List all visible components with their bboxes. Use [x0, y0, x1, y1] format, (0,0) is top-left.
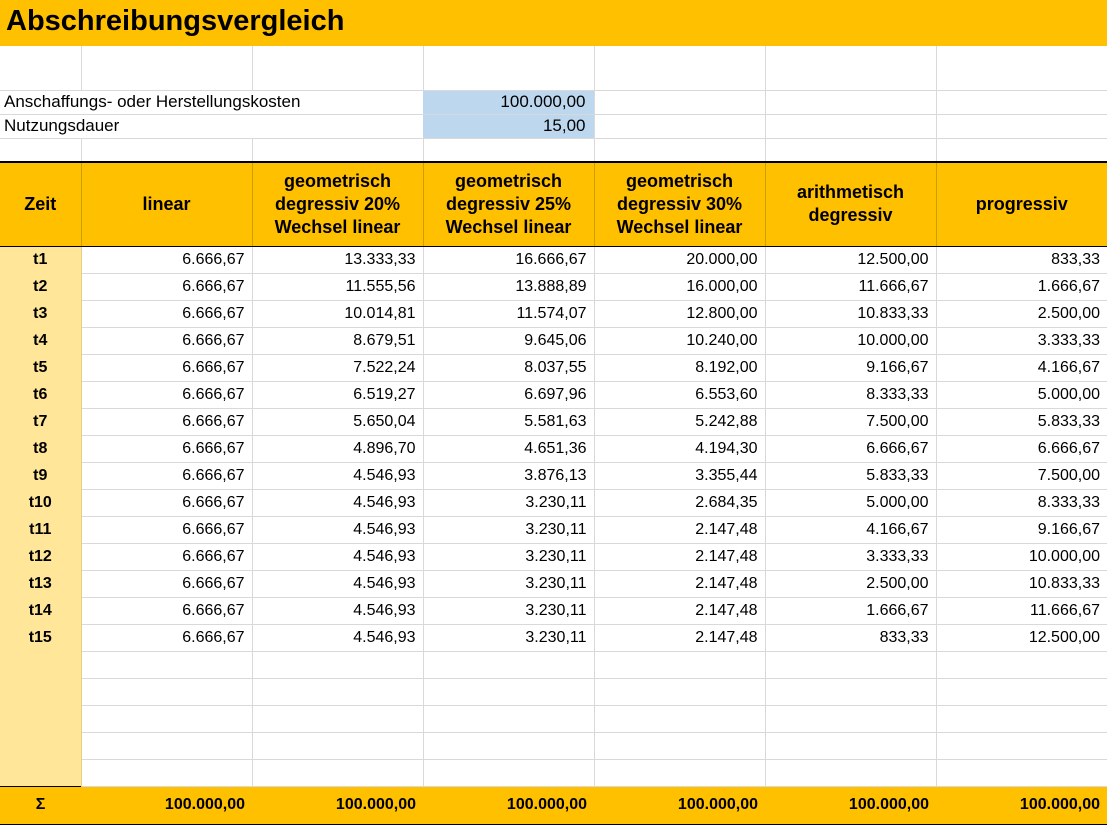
header-line: degressiv: [808, 205, 893, 226]
sum-symbol[interactable]: Σ: [0, 786, 81, 824]
header-geometrisch-30[interactable]: [594, 162, 765, 246]
value-cell-g20[interactable]: 4.896,70: [252, 435, 423, 462]
table-row: [0, 381, 1107, 408]
value-cell-g25[interactable]: 3.230,11: [423, 489, 594, 516]
header-line: Wechsel linear: [616, 216, 743, 237]
empty-cell[interactable]: [81, 651, 252, 678]
value-cell-g25[interactable]: 11.574,07: [423, 300, 594, 327]
value-cell-prog[interactable]: 5.833,33: [936, 408, 1107, 435]
cell[interactable]: [423, 46, 594, 90]
value-cell-g30[interactable]: 2.147,48: [594, 624, 765, 651]
value-cell-prog[interactable]: 5.000,00: [936, 381, 1107, 408]
empty-cell[interactable]: [936, 732, 1107, 759]
value-cell-g20[interactable]: 7.522,24: [252, 354, 423, 381]
period-cell[interactable]: t9: [0, 462, 81, 489]
empty-cell[interactable]: [594, 759, 765, 786]
value-cell-g25[interactable]: 9.645,06: [423, 327, 594, 354]
header-linear[interactable]: linear: [81, 162, 252, 246]
cell[interactable]: [594, 114, 765, 138]
value-cell-g30[interactable]: 16.000,00: [594, 273, 765, 300]
period-cell[interactable]: [0, 651, 81, 678]
value-cell-g25[interactable]: 13.888,89: [423, 273, 594, 300]
cell[interactable]: [0, 138, 81, 161]
value-cell-arith[interactable]: 5.000,00: [765, 489, 936, 516]
value-cell-g20[interactable]: 4.546,93: [252, 462, 423, 489]
period-cell[interactable]: t4: [0, 327, 81, 354]
sum-cell-linear[interactable]: 100.000,00: [81, 786, 252, 824]
value-cell-linear[interactable]: 6.666,67: [81, 543, 252, 570]
value-cell-linear[interactable]: 6.666,67: [81, 435, 252, 462]
depreciation-table: [0, 161, 1107, 825]
title-bar: [0, 0, 1107, 46]
empty-row: [0, 678, 1107, 705]
value-cell-prog[interactable]: 8.333,33: [936, 489, 1107, 516]
table-row: [0, 435, 1107, 462]
empty-cell[interactable]: [936, 759, 1107, 786]
parameter-table: [0, 46, 1107, 162]
period-cell[interactable]: [0, 678, 81, 705]
period-cell[interactable]: t2: [0, 273, 81, 300]
header-arithmetisch[interactable]: [765, 162, 936, 246]
header-line: degressiv 30%: [616, 193, 743, 214]
period-cell[interactable]: t8: [0, 435, 81, 462]
empty-row: [0, 759, 1107, 786]
header-geometrisch-20[interactable]: [252, 162, 423, 246]
value-cell-g25[interactable]: 3.230,11: [423, 516, 594, 543]
value-cell-g25[interactable]: 3.876,13: [423, 462, 594, 489]
empty-cell[interactable]: [936, 678, 1107, 705]
sum-cell-g30[interactable]: 100.000,00: [594, 786, 765, 824]
value-cell-arith[interactable]: 5.833,33: [765, 462, 936, 489]
period-cell[interactable]: t6: [0, 381, 81, 408]
value-cell-arith[interactable]: 12.500,00: [765, 246, 936, 273]
value-cell-g20[interactable]: 10.014,81: [252, 300, 423, 327]
header-line: Wechsel linear: [445, 216, 572, 237]
value-cell-prog[interactable]: 833,33: [936, 246, 1107, 273]
empty-cell[interactable]: [252, 651, 423, 678]
value-cell-linear[interactable]: 6.666,67: [81, 354, 252, 381]
period-cell[interactable]: t10: [0, 489, 81, 516]
period-cell[interactable]: t11: [0, 516, 81, 543]
value-cell-g25[interactable]: 3.230,11: [423, 543, 594, 570]
value-cell-arith[interactable]: 833,33: [765, 624, 936, 651]
value-cell-arith[interactable]: 4.166,67: [765, 516, 936, 543]
value-cell-g20[interactable]: 4.546,93: [252, 570, 423, 597]
empty-cell[interactable]: [936, 705, 1107, 732]
table-row: [0, 354, 1107, 381]
value-cell-g20[interactable]: 4.546,93: [252, 489, 423, 516]
value-cell-linear[interactable]: 6.666,67: [81, 300, 252, 327]
value-cell-linear[interactable]: 6.666,67: [81, 597, 252, 624]
empty-cell[interactable]: [765, 705, 936, 732]
value-cell-g25[interactable]: 4.651,36: [423, 435, 594, 462]
header-line: degressiv 25%: [445, 193, 572, 214]
value-cell-g25[interactable]: 16.666,67: [423, 246, 594, 273]
empty-cell[interactable]: [594, 705, 765, 732]
cell[interactable]: [936, 138, 1107, 161]
cell[interactable]: [936, 90, 1107, 114]
header-line: geometrisch: [625, 170, 734, 191]
value-cell-g20[interactable]: 11.555,56: [252, 273, 423, 300]
cell[interactable]: [936, 46, 1107, 90]
cell[interactable]: [252, 46, 423, 90]
table-row: [0, 489, 1107, 516]
empty-row: [0, 46, 1107, 90]
value-cell-g20[interactable]: 6.519,27: [252, 381, 423, 408]
value-cell-prog[interactable]: 6.666,67: [936, 435, 1107, 462]
header-geometrisch-25[interactable]: [423, 162, 594, 246]
period-cell[interactable]: t14: [0, 597, 81, 624]
period-cell[interactable]: t12: [0, 543, 81, 570]
value-cell-g30[interactable]: 2.147,48: [594, 516, 765, 543]
sum-row: [0, 786, 1107, 824]
empty-cell[interactable]: [81, 678, 252, 705]
value-cell-linear[interactable]: 6.666,67: [81, 462, 252, 489]
value-cell-arith[interactable]: 10.833,33: [765, 300, 936, 327]
cell[interactable]: [765, 46, 936, 90]
table-row: [0, 273, 1107, 300]
table-row: [0, 246, 1107, 273]
value-cell-g20[interactable]: 5.650,04: [252, 408, 423, 435]
param-value-duration[interactable]: 15,00: [423, 114, 594, 138]
header-zeit[interactable]: Zeit: [0, 162, 81, 246]
value-cell-arith[interactable]: 7.500,00: [765, 408, 936, 435]
cell[interactable]: [0, 46, 81, 90]
param-row-duration: [0, 114, 1107, 138]
period-cell[interactable]: [0, 759, 81, 786]
cell[interactable]: [765, 138, 936, 161]
value-cell-arith[interactable]: 6.666,67: [765, 435, 936, 462]
empty-cell[interactable]: [594, 678, 765, 705]
sum-cell-g20[interactable]: 100.000,00: [252, 786, 423, 824]
value-cell-prog[interactable]: 7.500,00: [936, 462, 1107, 489]
sum-cell-g25[interactable]: 100.000,00: [423, 786, 594, 824]
empty-cell[interactable]: [252, 678, 423, 705]
empty-cell[interactable]: [252, 705, 423, 732]
empty-cell[interactable]: [423, 759, 594, 786]
value-cell-arith[interactable]: 11.666,67: [765, 273, 936, 300]
table-row: [0, 570, 1107, 597]
value-cell-linear[interactable]: 6.666,67: [81, 381, 252, 408]
header-line: geometrisch: [283, 170, 392, 191]
empty-cell[interactable]: [252, 732, 423, 759]
value-cell-arith[interactable]: 9.166,67: [765, 354, 936, 381]
cell[interactable]: [423, 138, 594, 161]
cell[interactable]: [252, 138, 423, 161]
table-row: [0, 327, 1107, 354]
value-cell-prog[interactable]: 12.500,00: [936, 624, 1107, 651]
cell[interactable]: [81, 138, 252, 161]
table-row: [0, 408, 1107, 435]
cell[interactable]: [765, 90, 936, 114]
table-row: [0, 543, 1107, 570]
empty-cell[interactable]: [765, 732, 936, 759]
value-cell-g30[interactable]: 8.192,00: [594, 354, 765, 381]
value-cell-g30[interactable]: 3.355,44: [594, 462, 765, 489]
period-cell[interactable]: t13: [0, 570, 81, 597]
header-line: Wechsel linear: [274, 216, 401, 237]
empty-cell[interactable]: [765, 678, 936, 705]
param-row-cost: [0, 90, 1107, 114]
value-cell-arith[interactable]: 2.500,00: [765, 570, 936, 597]
value-cell-prog[interactable]: 3.333,33: [936, 327, 1107, 354]
param-value-cost[interactable]: 100.000,00: [423, 90, 594, 114]
period-cell[interactable]: [0, 705, 81, 732]
value-cell-linear[interactable]: 6.666,67: [81, 624, 252, 651]
empty-cell[interactable]: [423, 651, 594, 678]
cell[interactable]: [765, 114, 936, 138]
value-cell-g25[interactable]: 3.230,11: [423, 570, 594, 597]
value-cell-prog[interactable]: 2.500,00: [936, 300, 1107, 327]
table-row: [0, 516, 1107, 543]
value-cell-prog[interactable]: 1.666,67: [936, 273, 1107, 300]
value-cell-prog[interactable]: 11.666,67: [936, 597, 1107, 624]
value-cell-g30[interactable]: 12.800,00: [594, 300, 765, 327]
value-cell-arith[interactable]: 10.000,00: [765, 327, 936, 354]
value-cell-prog[interactable]: 10.000,00: [936, 543, 1107, 570]
table-row: [0, 300, 1107, 327]
cell[interactable]: [81, 46, 252, 90]
empty-cell[interactable]: [765, 651, 936, 678]
value-cell-linear[interactable]: 6.666,67: [81, 408, 252, 435]
value-cell-arith[interactable]: 1.666,67: [765, 597, 936, 624]
empty-row: [0, 138, 1107, 161]
empty-row: [0, 732, 1107, 759]
sum-cell-arith[interactable]: 100.000,00: [765, 786, 936, 824]
empty-cell[interactable]: [936, 651, 1107, 678]
empty-cell[interactable]: [423, 705, 594, 732]
value-cell-g25[interactable]: 3.230,11: [423, 597, 594, 624]
value-cell-g20[interactable]: 8.679,51: [252, 327, 423, 354]
empty-cell[interactable]: [594, 732, 765, 759]
value-cell-g30[interactable]: 2.684,35: [594, 489, 765, 516]
value-cell-prog[interactable]: 10.833,33: [936, 570, 1107, 597]
period-cell[interactable]: t1: [0, 246, 81, 273]
value-cell-linear[interactable]: 6.666,67: [81, 516, 252, 543]
header-progressiv[interactable]: progressiv: [936, 162, 1107, 246]
value-cell-linear[interactable]: 6.666,67: [81, 570, 252, 597]
value-cell-linear[interactable]: 6.666,67: [81, 327, 252, 354]
empty-cell[interactable]: [252, 759, 423, 786]
value-cell-arith[interactable]: 8.333,33: [765, 381, 936, 408]
value-cell-g20[interactable]: 4.546,93: [252, 543, 423, 570]
cell[interactable]: [594, 138, 765, 161]
empty-cell[interactable]: [423, 678, 594, 705]
value-cell-g30[interactable]: 2.147,48: [594, 570, 765, 597]
value-cell-g20[interactable]: 4.546,93: [252, 597, 423, 624]
value-cell-g25[interactable]: 5.581,63: [423, 408, 594, 435]
cell[interactable]: [936, 114, 1107, 138]
param-label-cost[interactable]: Anschaffungs- oder Herstellungskosten: [0, 90, 423, 114]
table-row: [0, 462, 1107, 489]
value-cell-g30[interactable]: 20.000,00: [594, 246, 765, 273]
header-line: geometrisch: [454, 170, 563, 191]
period-cell[interactable]: t5: [0, 354, 81, 381]
cell[interactable]: [594, 46, 765, 90]
value-cell-g30[interactable]: 5.242,88: [594, 408, 765, 435]
header-line: arithmetisch: [796, 182, 905, 203]
value-cell-g20[interactable]: 4.546,93: [252, 624, 423, 651]
value-cell-g25[interactable]: 6.697,96: [423, 381, 594, 408]
value-cell-prog[interactable]: 9.166,67: [936, 516, 1107, 543]
table-row: [0, 624, 1107, 651]
period-cell[interactable]: t15: [0, 624, 81, 651]
empty-cell[interactable]: [423, 732, 594, 759]
empty-cell[interactable]: [81, 732, 252, 759]
empty-row: [0, 651, 1107, 678]
empty-cell[interactable]: [765, 759, 936, 786]
header-line: degressiv 20%: [274, 193, 401, 214]
cell[interactable]: [594, 90, 765, 114]
value-cell-g20[interactable]: 13.333,33: [252, 246, 423, 273]
value-cell-g30[interactable]: 2.147,48: [594, 597, 765, 624]
header-row: [0, 162, 1107, 246]
value-cell-prog[interactable]: 4.166,67: [936, 354, 1107, 381]
empty-cell[interactable]: [594, 651, 765, 678]
value-cell-linear[interactable]: 6.666,67: [81, 273, 252, 300]
value-cell-g25[interactable]: 8.037,55: [423, 354, 594, 381]
period-cell[interactable]: [0, 732, 81, 759]
empty-cell[interactable]: [81, 705, 252, 732]
value-cell-g30[interactable]: 2.147,48: [594, 543, 765, 570]
value-cell-g30[interactable]: 4.194,30: [594, 435, 765, 462]
period-cell[interactable]: t7: [0, 408, 81, 435]
sum-cell-prog[interactable]: 100.000,00: [936, 786, 1107, 824]
page-title[interactable]: Abschreibungsvergleich: [6, 5, 345, 37]
table-body: [0, 246, 1107, 824]
value-cell-g25[interactable]: 3.230,11: [423, 624, 594, 651]
value-cell-arith[interactable]: 3.333,33: [765, 543, 936, 570]
value-cell-g20[interactable]: 4.546,93: [252, 516, 423, 543]
value-cell-g30[interactable]: 10.240,00: [594, 327, 765, 354]
value-cell-g30[interactable]: 6.553,60: [594, 381, 765, 408]
empty-row: [0, 705, 1107, 732]
table-row: [0, 597, 1107, 624]
value-cell-linear[interactable]: 6.666,67: [81, 246, 252, 273]
param-label-duration[interactable]: Nutzungsdauer: [0, 114, 423, 138]
period-cell[interactable]: t3: [0, 300, 81, 327]
value-cell-linear[interactable]: 6.666,67: [81, 489, 252, 516]
empty-cell[interactable]: [81, 759, 252, 786]
